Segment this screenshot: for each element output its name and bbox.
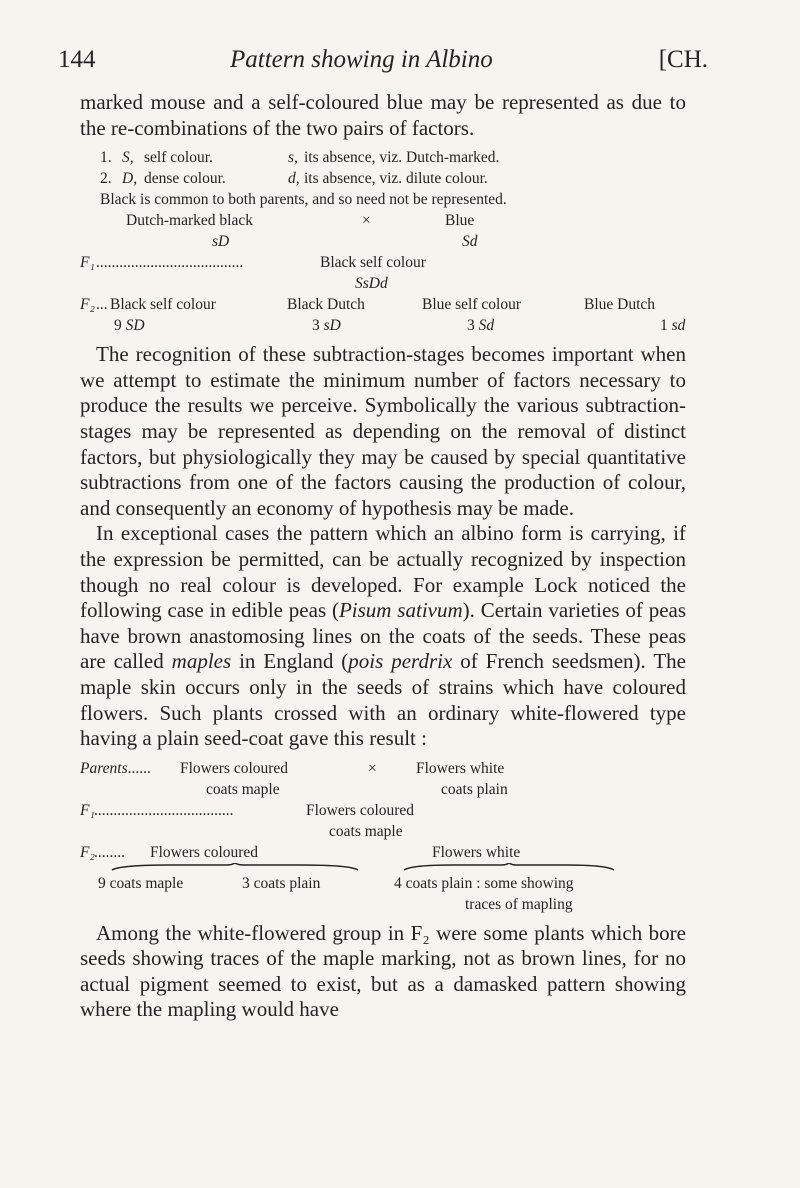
cross-table-mouse bbox=[80, 210, 686, 336]
parent-a-coats: coats maple bbox=[206, 780, 280, 798]
f1-label: F₁ bbox=[80, 254, 95, 272]
factor-number: 1. bbox=[100, 149, 112, 167]
f2-label: F₂ bbox=[80, 296, 95, 314]
running-title: Pattern showing in Albino bbox=[230, 46, 493, 73]
factor-symbol-absent: s, bbox=[288, 149, 298, 167]
brace-coloured bbox=[110, 863, 360, 871]
cross-table-peas bbox=[80, 758, 686, 915]
f1-flowers: Flowers coloured bbox=[306, 801, 415, 819]
term-pois-perdrix: pois perdrix bbox=[348, 649, 453, 674]
species-name: Pisum sativum bbox=[338, 598, 463, 623]
f1-leader-dots: ...................................... bbox=[96, 254, 244, 272]
chapter-marker: [CH. bbox=[658, 46, 708, 73]
f2-result-maple: 9 coats maple bbox=[98, 874, 184, 892]
paragraph-recognition: The recognition of these subtraction-stages becomes important when we attempt to estimate the minimum number of factors necessary to produce the results we perceive. Symbolically the various subtraction-stages may be represented as depending on the removal of distinct factors, but physiologically they may be caused by special quantitative subtractions from one of the factors causing the production of colour, and consequently an economy of hypothesis may be made. bbox=[80, 342, 686, 520]
parent-b-flowers: Flowers white bbox=[416, 759, 505, 777]
factor-symbol-absent: d, bbox=[288, 170, 300, 188]
parents-label: Parents...... bbox=[80, 759, 151, 777]
factor-symbol: S, bbox=[122, 149, 134, 167]
f2-ratio-4: 1 sd bbox=[660, 317, 686, 335]
factor-absence-description: its absence, viz. Dutch-marked. bbox=[304, 149, 500, 167]
factor-absence-description: its absence, viz. dilute colour. bbox=[304, 170, 488, 188]
factor-description: self colour. bbox=[144, 149, 213, 167]
genotype-a: sD bbox=[212, 233, 230, 251]
f2-result-plain: 3 coats plain bbox=[242, 874, 321, 892]
f2-ratio-2: 3 sD bbox=[312, 317, 341, 335]
term-maples: maples bbox=[171, 649, 232, 674]
parent-a: Dutch-marked black bbox=[126, 212, 253, 230]
f2-ratio-1: 9 SD bbox=[114, 317, 145, 335]
factor-list bbox=[80, 147, 686, 210]
cross-symbol: × bbox=[362, 212, 371, 230]
parent-a-flowers: Flowers coloured bbox=[180, 759, 289, 777]
f2-result-white-note: traces of mapling bbox=[465, 895, 573, 913]
paragraph-closing: Among the white-flowered group in F₂ were some plants which bore seeds showing traces of the maple marking, not as brown lines, for no actual pigment seemed to exist, but as a damasked pattern showing where the mapling would have bbox=[80, 920, 686, 1022]
f1-leader-dots: .................................... bbox=[94, 801, 234, 819]
f2-result-white: 4 coats plain : some showing bbox=[394, 874, 574, 892]
f2-coloured-group: Flowers coloured bbox=[150, 843, 259, 861]
paragraph-opening: marked mouse and a self-coloured blue may be represented as due to the re-combinations of the two pairs of factors. bbox=[80, 90, 686, 140]
factor-description: dense colour. bbox=[144, 170, 226, 188]
f2-white-group: Flowers white bbox=[432, 843, 521, 861]
factor-line-2 bbox=[80, 168, 686, 189]
parent-b: Blue bbox=[445, 212, 475, 230]
factor-line-1 bbox=[80, 147, 686, 168]
f1-genotype: SsDd bbox=[355, 275, 388, 293]
parent-b-coats: coats plain bbox=[441, 780, 508, 798]
factor-line-3 bbox=[80, 189, 686, 210]
paragraph-exceptional: In exceptional cases the pattern which an albino form is carrying, if the expression be permitted, can be actually recognized by inspection though no real colour is developed. For example Lock noticed the following case in edible peas (Pisum sativum). Certain varieties of peas have brown anastomosing lines on the coats of the seeds. These peas are called maples in England (pois perdrix of French seedsmen). The maple skin occurs only in the seeds of strains which have coloured flowers. Such plants crossed with an ordinary white-flowered type having a plain seed-coat gave this result : bbox=[80, 521, 687, 751]
book-page bbox=[58, 40, 708, 1023]
cross-symbol: × bbox=[368, 759, 377, 777]
f1-result: Black self colour bbox=[320, 254, 426, 272]
f2-type-2: Black Dutch bbox=[287, 296, 365, 314]
f2-ratio-3: 3 Sd bbox=[467, 317, 495, 335]
factor-note: Black is common to both parents, and so need not be represented. bbox=[100, 191, 507, 209]
f1-coats: coats maple bbox=[329, 822, 403, 840]
factor-number: 2. bbox=[100, 170, 112, 188]
brace-white bbox=[402, 863, 616, 871]
f2-type-4: Blue Dutch bbox=[584, 296, 656, 314]
f2-label: F₂ bbox=[80, 843, 95, 861]
f1-label: F₁ bbox=[80, 801, 95, 819]
genotype-b: Sd bbox=[462, 233, 478, 251]
running-head bbox=[58, 40, 708, 90]
f2-type-3: Blue self colour bbox=[422, 296, 522, 314]
f2-leader-dots: ........ bbox=[94, 843, 125, 861]
f2-type-1: Black self colour bbox=[110, 296, 216, 314]
factor-symbol: D, bbox=[122, 170, 138, 188]
f2-leader-dots: ... bbox=[96, 296, 108, 314]
page-number: 144 bbox=[58, 46, 96, 73]
